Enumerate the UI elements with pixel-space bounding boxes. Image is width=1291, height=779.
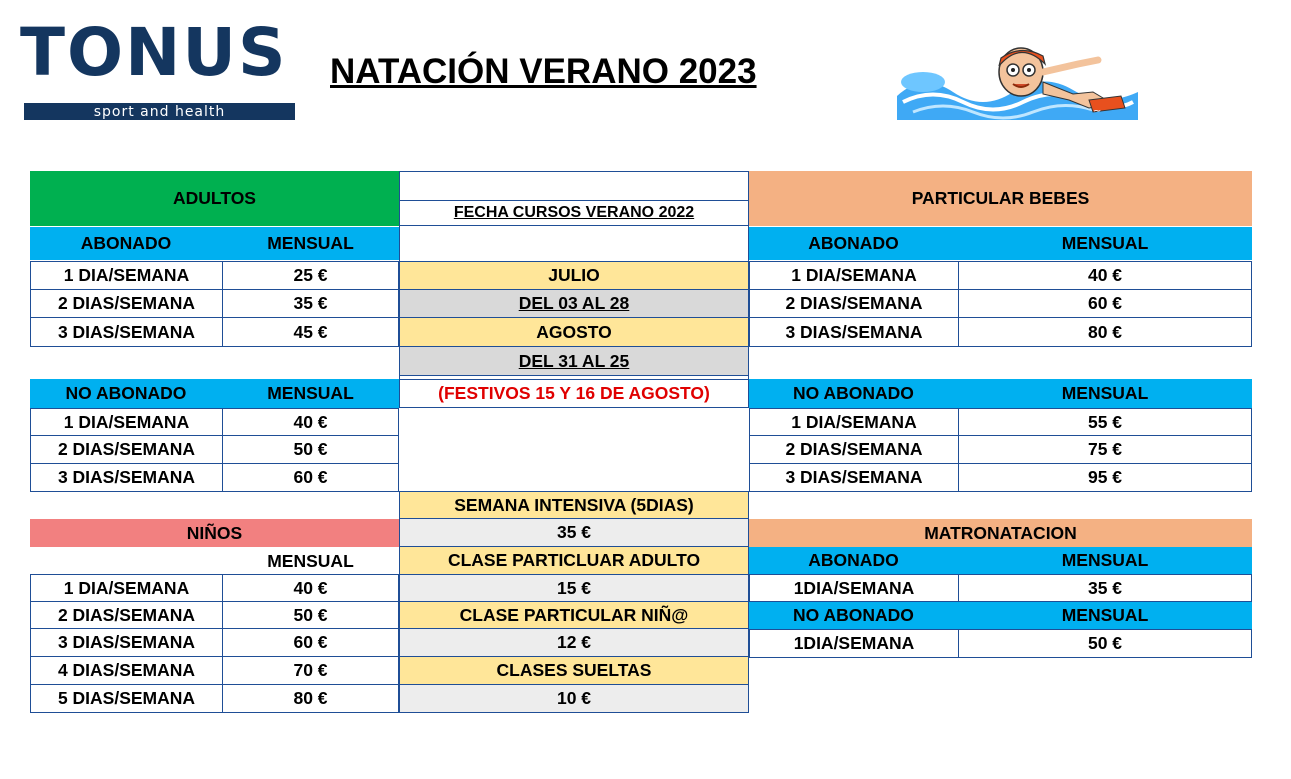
table-row-label: 3 DIAS/SEMANA (749, 317, 959, 347)
table-row-price: 80 € (958, 317, 1252, 347)
agosto-dates: DEL 31 AL 25 (399, 346, 749, 376)
table-row-label: 2 DIAS/SEMANA (30, 435, 223, 464)
bebes-abonado-mensual-header: MENSUAL (958, 227, 1252, 260)
table-row-label: 1 DIA/SEMANA (30, 574, 223, 602)
table-row-label: 1 DIA/SEMANA (30, 261, 223, 290)
matro-no-abonado-mensual-header: MENSUAL (958, 602, 1252, 629)
table-row-label: 2 DIAS/SEMANA (30, 601, 223, 629)
table-row-price: 80 € (222, 684, 399, 713)
table-row-price: 55 € (958, 408, 1252, 436)
bebes-no-abonado-header: NO ABONADO (749, 379, 958, 408)
table-row-price: 35 € (222, 289, 399, 318)
clases-sueltas-price: 10 € (399, 684, 749, 713)
agosto-label: AGOSTO (399, 317, 749, 347)
table-row-price: 40 € (958, 261, 1252, 290)
julio-dates: DEL 03 AL 28 (399, 289, 749, 318)
bebes-title: PARTICULAR BEBES (749, 171, 1252, 226)
matronatacion-title: MATRONATACION (749, 519, 1252, 547)
matro-abonado-mensual-header: MENSUAL (958, 547, 1252, 574)
table-row-label: 3 DIAS/SEMANA (30, 317, 223, 347)
adultos-abonado-mensual-header: MENSUAL (222, 227, 399, 260)
adultos-abonado-header: ABONADO (30, 227, 222, 260)
table-row-label: 3 DIAS/SEMANA (749, 463, 959, 492)
table-row-label: 3 DIAS/SEMANA (30, 463, 223, 492)
julio-label: JULIO (399, 261, 749, 290)
table-row-price: 70 € (222, 656, 399, 685)
table-row-label: 2 DIAS/SEMANA (749, 435, 959, 464)
bebes-no-abonado-mensual-header: MENSUAL (958, 379, 1252, 408)
table-row-price: 50 € (958, 629, 1252, 658)
table-row-label: 3 DIAS/SEMANA (30, 628, 223, 657)
clases-sueltas-label: CLASES SUELTAS (399, 656, 749, 685)
table-row-price: 45 € (222, 317, 399, 347)
semana-intensiva-price: 35 € (399, 518, 749, 547)
clase-adulto-label: CLASE PARTICLUAR ADULTO (399, 546, 749, 575)
table-row-price: 25 € (222, 261, 399, 290)
clase-nino-label: CLASE PARTICULAR NIÑ@ (399, 601, 749, 629)
table-row-label: 5 DIAS/SEMANA (30, 684, 223, 713)
semana-intensiva-label: SEMANA INTENSIVA (5DIAS) (399, 491, 749, 519)
swimmer-cartoon-icon (893, 42, 1148, 120)
ninos-title: NIÑOS (30, 519, 399, 547)
table-row-price: 75 € (958, 435, 1252, 464)
table-row-price: 95 € (958, 463, 1252, 492)
table-row-label: 1DIA/SEMANA (749, 574, 959, 602)
bebes-abonado-header: ABONADO (749, 227, 958, 260)
table-row-price: 40 € (222, 574, 399, 602)
ninos-mensual-header: MENSUAL (267, 550, 354, 571)
fechas-title: FECHA CURSOS VERANO 2022 (399, 200, 749, 226)
table-row-label: 1 DIA/SEMANA (749, 261, 959, 290)
table-row-price: 60 € (222, 463, 399, 492)
table-row-price: 50 € (222, 435, 399, 464)
adultos-no-abonado-header: NO ABONADO (30, 379, 222, 408)
brand-logo: TONUS (20, 14, 288, 91)
clase-adulto-price: 15 € (399, 574, 749, 602)
table-row-label: 2 DIAS/SEMANA (30, 289, 223, 318)
brand-tagline: sport and health (24, 103, 295, 120)
table-row-label: 4 DIAS/SEMANA (30, 656, 223, 685)
table-row-price: 60 € (222, 628, 399, 657)
table-row-price: 40 € (222, 408, 399, 436)
table-row-label: 1 DIA/SEMANA (749, 408, 959, 436)
adultos-no-abonado-mensual-header: MENSUAL (222, 379, 399, 408)
table-row-label: 1DIA/SEMANA (749, 629, 959, 658)
table-row-price: 50 € (222, 601, 399, 629)
svg-text:~: ~ (1093, 106, 1102, 117)
table-row-price: 35 € (958, 574, 1252, 602)
clase-nino-price: 12 € (399, 628, 749, 657)
festivos-note: (FESTIVOS 15 Y 16 DE AGOSTO) (399, 379, 749, 408)
adultos-title: ADULTOS (30, 171, 399, 226)
page-title: NATACIÓN VERANO 2023 (330, 52, 757, 91)
table-row-label: 2 DIAS/SEMANA (749, 289, 959, 318)
matro-abonado-header: ABONADO (749, 547, 958, 574)
table-row-label: 1 DIA/SEMANA (30, 408, 223, 436)
table-row-price: 60 € (958, 289, 1252, 318)
matro-no-abonado-header: NO ABONADO (749, 602, 958, 629)
